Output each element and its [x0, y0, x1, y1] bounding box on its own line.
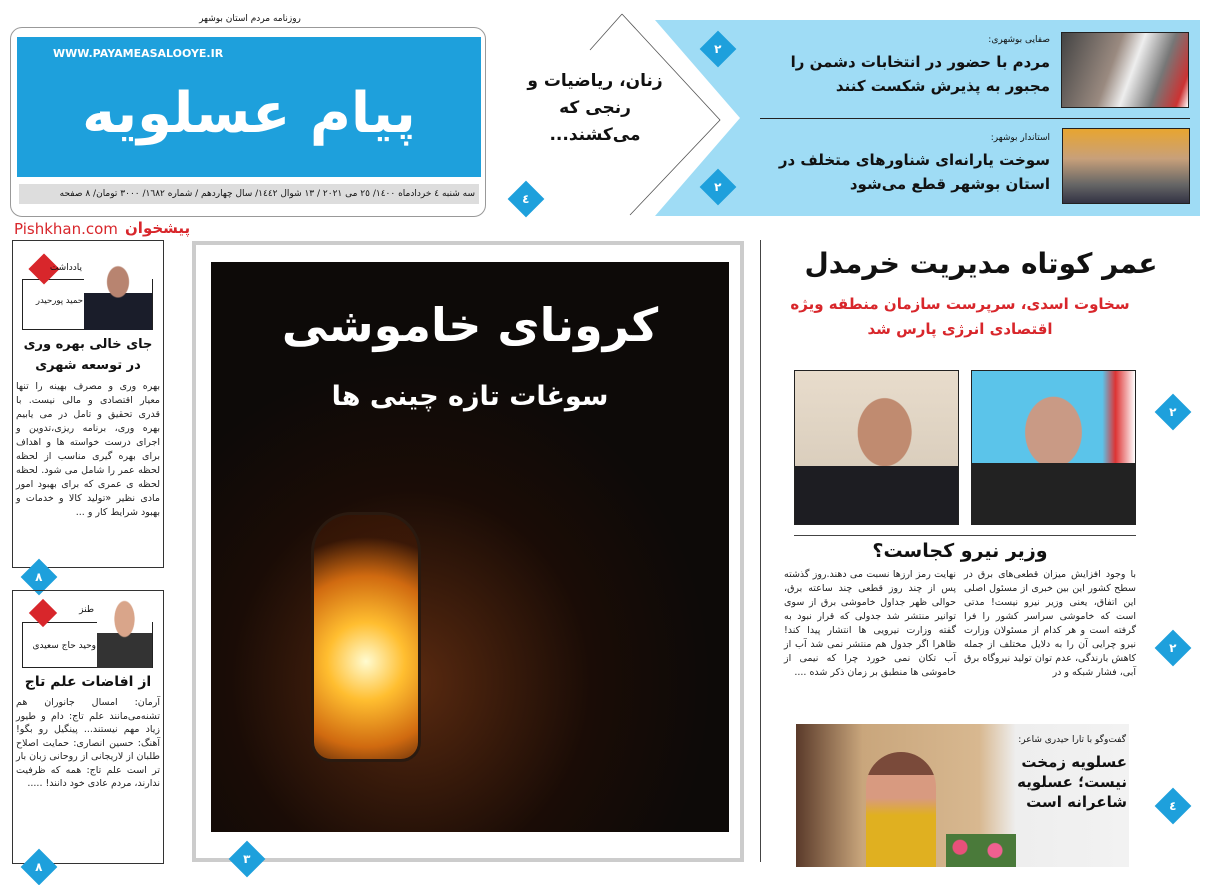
page-number: ٣: [243, 851, 251, 866]
main-story-subtitle: سوغات تازه چینی ها: [331, 381, 609, 412]
photo-khorramdel: [794, 370, 959, 525]
lead-subhead: سخاوت اسدی، سرپرست سازمان منطقه ویژه اقتصادی انرژی پارس شد: [790, 295, 1130, 338]
author-photo: [84, 256, 152, 330]
power-body-left: نهایت رمز ارزها نسبت می دهند.روز گذشته پس از چند روز قطعی چند ساعته برق، حوالی ظهر جداول خاموشی برق از سوی توانیر منتشر شد جدولی که قرار نبود به گفته وزارت نیرویی ها انتشار پیدا کند! ظاهرا اگر جدول هم منتشر نمی شد آب از آب تکان نمی خورد چرا که نیمی از خاموشی ها منطبق بر زمان ذکر شده ....: [784, 569, 956, 678]
page-number: ٤: [1169, 798, 1177, 813]
column-body: بهره وری و مصرف بهینه را تنها معیار اقتصادی و مالی نیست. با قدری تحقیق و تامل در می یابیم بهره وری، برنامه ریزی،تدوین و اجرای درست خواسته ها و اهداف برای بهره گیری مناسب از لحظه لحظه عمر را شامل می شود. لحظه لحظه ی عمری که برای بهبود امور مادی نظیر «تولید کالا و خدمات و بهبود شرایط کار و ...: [16, 381, 160, 518]
tagline: روزنامه مردم استان بوشهر: [170, 14, 330, 24]
column-author: حمید پورحیدر: [35, 296, 83, 306]
top-news-divider: [760, 118, 1190, 119]
top-news-source: صفایی بوشهری:: [988, 35, 1050, 45]
top-news-headline[interactable]: سوخت یارانه‌ای شناورهای متخلف در استان بوشهر قطع می‌شود: [778, 151, 1050, 193]
main-story-title[interactable]: کرونای خاموشی: [281, 298, 659, 352]
photo-governor: [1062, 128, 1190, 204]
flowers: [946, 834, 1016, 867]
photo-asadi: [971, 370, 1136, 525]
column-category: یادداشت: [49, 263, 82, 273]
page-badge[interactable]: [1155, 630, 1192, 667]
page-number: ٢: [1169, 640, 1177, 655]
lead-headline[interactable]: عمر کوتاه مدیریت خرمدل: [804, 247, 1158, 280]
column-title[interactable]: از افاضات علم تاج: [24, 674, 152, 690]
author-photo: [97, 598, 152, 668]
page-number: ٤: [522, 191, 530, 206]
page-badge[interactable]: [1155, 788, 1192, 825]
watermark-fa: پیشخوان: [125, 219, 191, 237]
power-rule: [794, 535, 1136, 536]
logo-text: پیام عسلویه: [82, 81, 416, 146]
logo: [17, 37, 481, 177]
interview-headline: عسلویه زمخت نیست؛ عسلویه شاعرانه است: [1017, 753, 1127, 811]
page-number: ٨: [35, 569, 43, 584]
column-divider: [760, 240, 761, 862]
page-badge[interactable]: [1155, 394, 1192, 431]
website: WWW.PAYAMEASALOOYE.IR: [53, 47, 224, 60]
page-number: ٢: [1169, 404, 1177, 419]
photo-safaei: [1061, 32, 1189, 108]
watermark-en: Pishkhan.com: [14, 220, 118, 238]
teaser-title: زنان، ریاضیات و رنجی که می‌کشند...: [527, 71, 663, 145]
lantern-icon: [311, 512, 421, 762]
interview-person: [866, 752, 936, 867]
dateline: سه شنبه ٤ خردادماه ١٤٠٠/ ٢٥ می ٢٠٢١ / ١٣ شوال ١٤٤٢/ سال چهاردهم / شماره ١٦٨٢/ ٣٠٠٠ تومان/ ٨ صفحه: [19, 184, 479, 204]
column-title[interactable]: جای خالی بهره وری در توسعه شهری: [23, 337, 153, 373]
top-news-headline[interactable]: مردم با حضور در انتخابات دشمن را مجبور به پذیرش شکست کنند: [790, 53, 1050, 95]
power-headline[interactable]: وزیر نیرو کجاست؟: [872, 540, 1048, 562]
top-news-source: استاندار بوشهر:: [990, 133, 1050, 143]
column-body: آرمان: امسال جانوران هم تشنه‌می‌مانند علم تاج: دام و طیور زیاد مهم نیستند... پینگیل رو بگو! آهنگ: حسین انصاری: حمایت اصلاح طلبان از لاریجانی از روحانی زبان بار تر است علم تاج: همه که ظرفیت ندارند، مردم عادی خود دانند! .....: [16, 697, 160, 789]
column-author: وحید حاج سعیدی: [32, 641, 96, 651]
interview-kicker: گفت‌وگو با تارا حیدری شاعر:: [1018, 735, 1126, 745]
column-category: طنز: [79, 605, 94, 615]
power-body-right: با وجود افزایش میزان قطعی‌های برق در سطح کشور این بین خبری از مسئول اصلی این اتفاق، یعنی وزیر نیرو نیست! مدتی است که خاموشی سراسر کشور را فرا گرفته است و هر کدام از مسئولان وزارت نیرو چرایی آن را به دلایل مختلف از جمله کاهش بارندگی، عدم توان تولید نیروگاه برق آبی، فشار شبکه و در: [964, 569, 1136, 678]
page-number: ٨: [35, 859, 43, 874]
page-number: ٢: [714, 41, 722, 56]
page-number: ٢: [714, 179, 722, 194]
